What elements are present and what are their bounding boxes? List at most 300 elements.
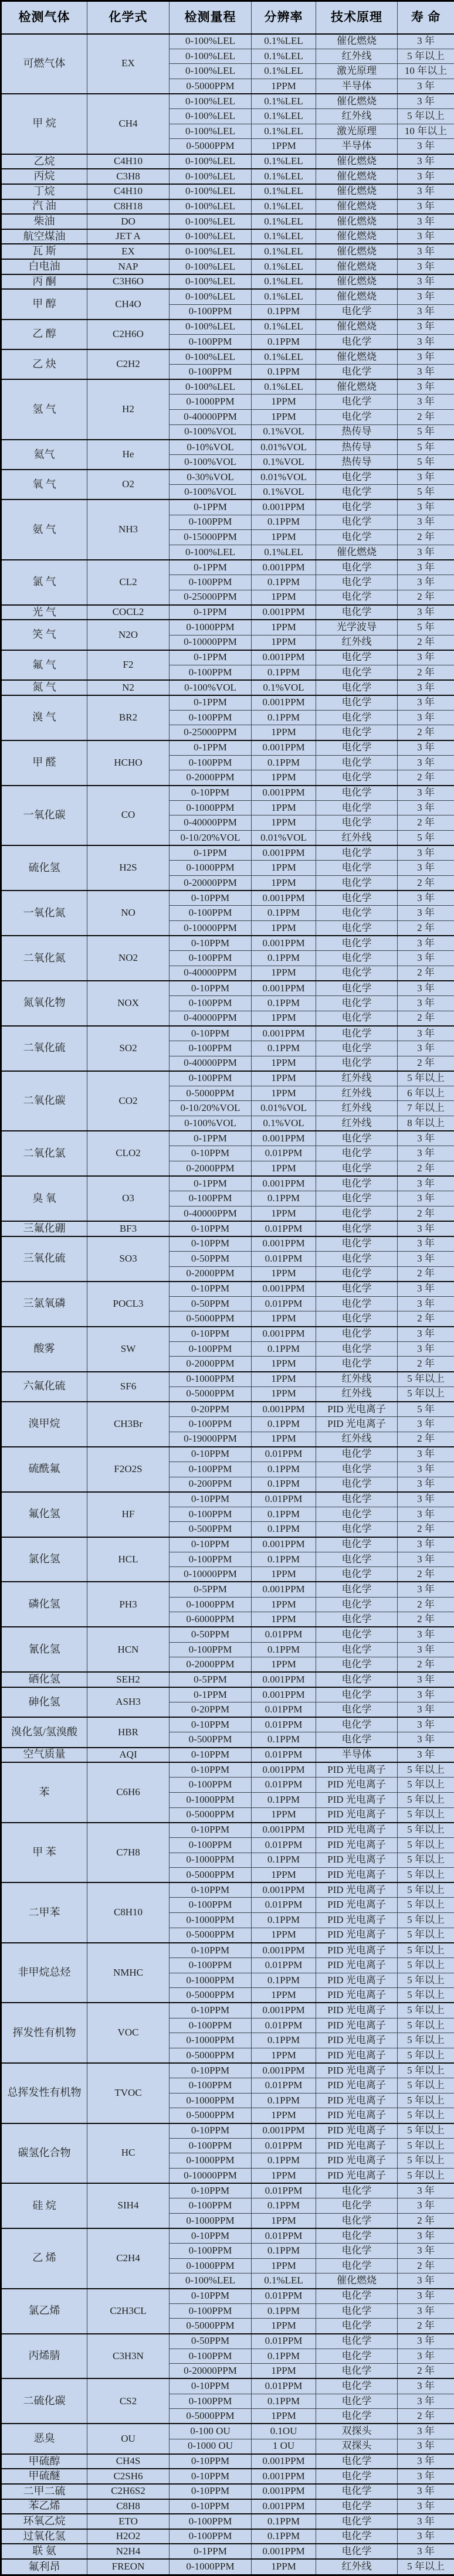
- header-lifespan: 寿 命: [398, 1, 454, 34]
- principle-cell: 红外线: [316, 1101, 398, 1116]
- range-cell: 0-19000PPM: [170, 1432, 252, 1447]
- resolution-cell: 1PPM: [252, 920, 316, 936]
- formula-cell: NAP: [87, 259, 170, 274]
- table-row: [1, 1026, 454, 1041]
- lifespan-cell: 2 年: [398, 2409, 454, 2424]
- lifespan-cell: 3 年: [398, 334, 454, 349]
- principle-cell: 催化燃烧: [316, 94, 398, 109]
- range-cell: 0-10000PPM: [170, 920, 252, 936]
- range-cell: 0-100%LEL: [170, 154, 252, 169]
- principle-cell: 电化学: [316, 1447, 398, 1462]
- table-row: [1, 1492, 454, 1507]
- formula-cell: FREON: [87, 2559, 170, 2575]
- resolution-cell: 0.1%LEL: [252, 320, 316, 335]
- resolution-cell: 0.1%LEL: [252, 229, 316, 244]
- lifespan-cell: 3 年: [398, 2244, 454, 2259]
- lifespan-cell: 5 年以上: [398, 2123, 454, 2139]
- resolution-cell: 0.1%LEL: [252, 349, 316, 365]
- lifespan-cell: 3 年: [398, 139, 454, 154]
- range-cell: 0-100PPM: [170, 304, 252, 320]
- range-cell: 0-100PPM: [170, 1958, 252, 1973]
- formula-cell: CO: [87, 786, 170, 846]
- range-cell: 0-100PPM: [170, 515, 252, 530]
- resolution-cell: 0.1%LEL: [252, 124, 316, 139]
- resolution-cell: 1PPM: [252, 1206, 316, 1221]
- lifespan-cell: 2 年: [398, 2258, 454, 2273]
- formula-cell: C3H3N: [87, 2334, 170, 2379]
- formula-cell: He: [87, 440, 170, 470]
- range-cell: 0-10000PPM: [170, 2168, 252, 2183]
- range-cell: 0-100%LEL: [170, 379, 252, 395]
- resolution-cell: 1PPM: [252, 1161, 316, 1177]
- resolution-cell: 0.001PPM: [252, 1282, 316, 1297]
- resolution-cell: 0.001PPM: [252, 560, 316, 575]
- lifespan-cell: 5 年以上: [398, 2063, 454, 2078]
- principle-cell: PID 光电离子: [316, 1853, 398, 1868]
- lifespan-cell: 3 年: [398, 1146, 454, 1161]
- gas-name-cell: 柴油: [1, 214, 87, 229]
- resolution-cell: 0.001PPM: [252, 695, 316, 711]
- lifespan-cell: 3 年: [398, 740, 454, 756]
- range-cell: 0-100PPM: [170, 665, 252, 680]
- gas-name-cell: 硅 烷: [1, 2183, 87, 2228]
- table-row: [1, 1943, 454, 1958]
- resolution-cell: 1PPM: [252, 2364, 316, 2379]
- formula-cell: C2SH6: [87, 2469, 170, 2484]
- resolution-cell: 0.001PPM: [252, 1131, 316, 1146]
- range-cell: 0-1000PPM: [170, 2559, 252, 2575]
- resolution-cell: 1PPM: [252, 139, 316, 154]
- range-cell: 0-100%VOL: [170, 424, 252, 440]
- range-cell: 0-10%VOL: [170, 440, 252, 455]
- resolution-cell: 1PPM: [252, 1612, 316, 1627]
- resolution-cell: 0.1%LEL: [252, 49, 316, 64]
- principle-cell: 电化学: [316, 1011, 398, 1026]
- principle-cell: 电化学: [316, 1176, 398, 1191]
- resolution-cell: 0.1PPM: [252, 1041, 316, 1056]
- table-row: [1, 786, 454, 801]
- range-cell: 0-100PPM: [170, 951, 252, 966]
- principle-cell: 电化学: [316, 1717, 398, 1732]
- principle-cell: PID 光电离子: [316, 1807, 398, 1823]
- principle-cell: 电化学: [316, 1236, 398, 1252]
- resolution-cell: 0.1%VOL: [252, 424, 316, 440]
- lifespan-cell: 3 年: [398, 199, 454, 215]
- formula-cell: POCL3: [87, 1282, 170, 1327]
- gas-name-cell: 硒化氢: [1, 1672, 87, 1687]
- range-cell: 0-100PPM: [170, 1778, 252, 1793]
- lifespan-cell: 3 年: [398, 2378, 454, 2394]
- range-cell: 0-10PPM: [170, 891, 252, 906]
- range-cell: 0-10PPM: [170, 1943, 252, 1958]
- gas-name-cell: 氯 气: [1, 560, 87, 605]
- range-cell: 0-50PPM: [170, 1296, 252, 1311]
- range-cell: 0-5000PPM: [170, 1928, 252, 1943]
- principle-cell: 电化学: [316, 2258, 398, 2273]
- table-row: [1, 244, 454, 259]
- resolution-cell: 0.1PPM: [252, 2153, 316, 2169]
- range-cell: 0-20PPM: [170, 1702, 252, 1718]
- principle-cell: 半导体: [316, 1748, 398, 1763]
- gas-name-cell: 氮 气: [1, 680, 87, 695]
- table-row: [1, 320, 454, 335]
- resolution-cell: 1PPM: [252, 79, 316, 94]
- principle-cell: 电化学: [316, 1642, 398, 1657]
- range-cell: 0-1000PPM: [170, 1913, 252, 1928]
- principle-cell: 电化学: [316, 786, 398, 801]
- gas-name-cell: 二甲二硫: [1, 2484, 87, 2499]
- lifespan-cell: 3 年: [398, 1236, 454, 1252]
- header-principle: 技术原理: [316, 1, 398, 34]
- principle-cell: 电化学: [316, 2364, 398, 2379]
- principle-cell: 电化学: [316, 2289, 398, 2304]
- principle-cell: 电化学: [316, 906, 398, 921]
- lifespan-cell: 2 年: [398, 966, 454, 981]
- lifespan-cell: 8 年以上: [398, 1116, 454, 1131]
- table-row: [1, 981, 454, 996]
- resolution-cell: 1PPM: [252, 2258, 316, 2273]
- gas-name-cell: 空气质量: [1, 1748, 87, 1763]
- resolution-cell: 0.1%VOL: [252, 485, 316, 500]
- principle-cell: 电化学: [316, 710, 398, 725]
- principle-cell: 电化学: [316, 1251, 398, 1266]
- range-cell: 0-2000PPM: [170, 1161, 252, 1177]
- principle-cell: 电化学: [316, 605, 398, 620]
- lifespan-cell: 5 年以上: [398, 1823, 454, 1838]
- table-row: [1, 2183, 454, 2198]
- principle-cell: 电化学: [316, 1672, 398, 1687]
- principle-cell: 电化学: [316, 2499, 398, 2514]
- table-row: [1, 560, 454, 575]
- range-cell: 0-15000PPM: [170, 530, 252, 545]
- resolution-cell: 1PPM: [252, 1868, 316, 1883]
- formula-cell: BF3: [87, 1221, 170, 1236]
- lifespan-cell: 3 年: [398, 1492, 454, 1507]
- range-cell: 0-10PPM: [170, 2228, 252, 2244]
- range-cell: 0-1PPM: [170, 1176, 252, 1191]
- formula-cell: CH3Br: [87, 1402, 170, 1447]
- gas-name-cell: 三氯氧磷: [1, 1282, 87, 1327]
- principle-cell: PID 光电离子: [316, 1823, 398, 1838]
- lifespan-cell: 2 年: [398, 1266, 454, 1282]
- gas-name-cell: 酸雾: [1, 1327, 87, 1372]
- lifespan-cell: 5 年以上: [398, 1778, 454, 1793]
- principle-cell: PID 光电离子: [316, 1898, 398, 1913]
- principle-cell: PID 光电离子: [316, 2093, 398, 2108]
- lifespan-cell: 2 年: [398, 1311, 454, 1327]
- principle-cell: 双探头: [316, 2424, 398, 2439]
- lifespan-cell: 3 年: [398, 1507, 454, 1522]
- formula-cell: SW: [87, 1327, 170, 1372]
- table-row: [1, 2289, 454, 2304]
- header-resolution: 分辨率: [252, 1, 316, 34]
- principle-cell: 电化学: [316, 1206, 398, 1221]
- gas-name-cell: 甲 醇: [1, 289, 87, 319]
- resolution-cell: 0.01PPM: [252, 1627, 316, 1642]
- resolution-cell: 1PPM: [252, 2048, 316, 2063]
- principle-cell: 电化学: [316, 1702, 398, 1718]
- principle-cell: 电化学: [316, 1056, 398, 1071]
- table-row: [1, 2529, 454, 2544]
- resolution-cell: 1PPM: [252, 1056, 316, 1071]
- gas-name-cell: 挥发性有机物: [1, 2003, 87, 2063]
- principle-cell: 红外线: [316, 1086, 398, 1101]
- resolution-cell: 1PPM: [252, 815, 316, 831]
- resolution-cell: 1PPM: [252, 2559, 316, 2575]
- range-cell: 0-5000PPM: [170, 1807, 252, 1823]
- principle-cell: 电化学: [316, 1552, 398, 1567]
- lifespan-cell: 5 年以上: [398, 1913, 454, 1928]
- principle-cell: 电化学: [316, 725, 398, 740]
- principle-cell: PID 光电离子: [316, 1792, 398, 1807]
- table-row: [1, 1221, 454, 1236]
- resolution-cell: 0.01%VOL: [252, 440, 316, 455]
- lifespan-cell: 3 年: [398, 289, 454, 304]
- lifespan-cell: 2 年: [398, 530, 454, 545]
- formula-cell: OU: [87, 2424, 170, 2453]
- resolution-cell: 0.1%LEL: [252, 34, 316, 49]
- principle-cell: PID 光电离子: [316, 1943, 398, 1958]
- gas-name-cell: 可燃气体: [1, 34, 87, 94]
- table-row: [1, 2454, 454, 2469]
- principle-cell: PID 光电离子: [316, 1778, 398, 1793]
- principle-cell: 电化学: [316, 1582, 398, 1597]
- formula-cell: BR2: [87, 695, 170, 740]
- table-row: [1, 1748, 454, 1763]
- range-cell: 0-10PPM: [170, 1748, 252, 1763]
- resolution-cell: 0.001PPM: [252, 1537, 316, 1552]
- range-cell: 0-100%LEL: [170, 214, 252, 229]
- range-cell: 0-10PPM: [170, 2063, 252, 2078]
- principle-cell: 电化学: [316, 2349, 398, 2364]
- lifespan-cell: 3 年: [398, 34, 454, 49]
- lifespan-cell: 5 年以上: [398, 1868, 454, 1883]
- range-cell: 0-10PPM: [170, 1717, 252, 1732]
- lifespan-cell: 5 年: [398, 1402, 454, 1417]
- principle-cell: 催化燃烧: [316, 229, 398, 244]
- range-cell: 0-10PPM: [170, 1236, 252, 1252]
- gas-name-cell: 二甲苯: [1, 1882, 87, 1943]
- range-cell: 0-100PPM: [170, 2198, 252, 2214]
- resolution-cell: 1PPM: [252, 620, 316, 635]
- range-cell: 0-1PPM: [170, 1131, 252, 1146]
- resolution-cell: 0.1%LEL: [252, 274, 316, 290]
- lifespan-cell: 5 年以上: [398, 1928, 454, 1943]
- lifespan-cell: 7 年以上: [398, 1101, 454, 1116]
- lifespan-cell: 3 年: [398, 1462, 454, 1477]
- formula-cell: CO2: [87, 1071, 170, 1131]
- range-cell: 0-10PPM: [170, 2454, 252, 2469]
- range-cell: 0-100%LEL: [170, 34, 252, 49]
- principle-cell: 电化学: [316, 2394, 398, 2409]
- resolution-cell: 0.001PPM: [252, 981, 316, 996]
- range-cell: 0-10PPM: [170, 2289, 252, 2304]
- resolution-cell: 0.1PPM: [252, 2033, 316, 2048]
- table-row: [1, 1672, 454, 1687]
- lifespan-cell: 5 年以上: [398, 1807, 454, 1823]
- lifespan-cell: 5 年以上: [398, 1762, 454, 1778]
- principle-cell: 电化学: [316, 1627, 398, 1642]
- lifespan-cell: 3 年: [398, 755, 454, 770]
- table-row: [1, 1236, 454, 1252]
- principle-cell: 电化学: [316, 2544, 398, 2559]
- range-cell: 0-20000PPM: [170, 875, 252, 891]
- gas-name-cell: 二硫化碳: [1, 2378, 87, 2424]
- range-cell: 0-1000PPM: [170, 2093, 252, 2108]
- principle-cell: 电化学: [316, 996, 398, 1011]
- gas-name-cell: 氟化氢: [1, 1492, 87, 1537]
- lifespan-cell: 5 年以上: [398, 2108, 454, 2123]
- resolution-cell: 0.1PPM: [252, 951, 316, 966]
- range-cell: 0-5000PPM: [170, 1086, 252, 1101]
- header-detected-gas: 检测气体: [1, 1, 87, 34]
- principle-cell: 电化学: [316, 1327, 398, 1342]
- gas-name-cell: 氢 气: [1, 379, 87, 440]
- lifespan-cell: 2 年: [398, 815, 454, 831]
- principle-cell: 电化学: [316, 515, 398, 530]
- table-row: [1, 1327, 454, 1342]
- table-row: [1, 650, 454, 665]
- resolution-cell: 0.01%VOL: [252, 830, 316, 845]
- range-cell: 0-1000 OU: [170, 2439, 252, 2454]
- resolution-cell: 0.1PPM: [252, 1853, 316, 1868]
- range-cell: 0-10PPM: [170, 981, 252, 996]
- lifespan-cell: 5 年: [398, 620, 454, 635]
- range-cell: 0-500PPM: [170, 1732, 252, 1748]
- principle-cell: 催化燃烧: [316, 214, 398, 229]
- principle-cell: 红外线: [316, 1372, 398, 1387]
- range-cell: 0-20PPM: [170, 1402, 252, 1417]
- principle-cell: 催化燃烧: [316, 154, 398, 169]
- resolution-cell: 0.1PPM: [252, 996, 316, 1011]
- lifespan-cell: 3 年: [398, 560, 454, 575]
- lifespan-cell: 5 年: [398, 485, 454, 500]
- range-cell: 0-100PPM: [170, 1552, 252, 1567]
- gas-name-cell: 白电油: [1, 259, 87, 274]
- range-cell: 0-1000PPM: [170, 395, 252, 410]
- lifespan-cell: 3 年: [398, 1296, 454, 1311]
- gas-name-cell: 臭 氧: [1, 1176, 87, 1221]
- principle-cell: 电化学: [316, 2529, 398, 2544]
- gas-name-cell: 一氧化氮: [1, 891, 87, 936]
- resolution-cell: 0.1%LEL: [252, 109, 316, 124]
- resolution-cell: 0.001PPM: [252, 786, 316, 801]
- lifespan-cell: 3 年: [398, 951, 454, 966]
- gas-name-cell: 氧 气: [1, 470, 87, 499]
- lifespan-cell: 3 年: [398, 259, 454, 274]
- resolution-cell: 0.1PPM: [252, 515, 316, 530]
- gas-name-cell: 硫酰氟: [1, 1447, 87, 1492]
- lifespan-cell: 3 年: [398, 2469, 454, 2484]
- principle-cell: 电化学: [316, 891, 398, 906]
- formula-cell: NOX: [87, 981, 170, 1026]
- principle-cell: 电化学: [316, 590, 398, 605]
- lifespan-cell: 3 年: [398, 936, 454, 951]
- lifespan-cell: 2 年: [398, 1567, 454, 1582]
- resolution-cell: 0.01PPM: [252, 2138, 316, 2153]
- resolution-cell: 0.1PPM: [252, 2529, 316, 2544]
- resolution-cell: 1PPM: [252, 1567, 316, 1582]
- range-cell: 0-10PPM: [170, 2183, 252, 2198]
- lifespan-cell: 5 年: [398, 440, 454, 455]
- gas-name-cell: 丙烯腈: [1, 2334, 87, 2379]
- resolution-cell: 1PPM: [252, 410, 316, 425]
- resolution-cell: 0.1PPM: [252, 2093, 316, 2108]
- range-cell: 0-100PPM: [170, 996, 252, 1011]
- range-cell: 0-10PPM: [170, 2123, 252, 2139]
- range-cell: 0-10PPM: [170, 2499, 252, 2514]
- range-cell: 0-10PPM: [170, 2378, 252, 2394]
- formula-cell: O3: [87, 1176, 170, 1221]
- principle-cell: PID 光电离子: [316, 2108, 398, 2123]
- gas-name-cell: 乙烷: [1, 154, 87, 169]
- lifespan-cell: 3 年: [398, 304, 454, 320]
- gas-name-cell: 甲 苯: [1, 1823, 87, 1883]
- table-row: [1, 1447, 454, 1462]
- range-cell: 0-1000PPM: [170, 1973, 252, 1988]
- resolution-cell: 0.1PPM: [252, 1552, 316, 1567]
- gas-name-cell: 甲硫醇: [1, 2454, 87, 2469]
- range-cell: 0-100PPM: [170, 365, 252, 380]
- range-cell: 0-1000PPM: [170, 620, 252, 635]
- range-cell: 0-100PPM: [170, 755, 252, 770]
- range-cell: 0-100PPM: [170, 1507, 252, 1522]
- lifespan-cell: 3 年: [398, 1447, 454, 1462]
- lifespan-cell: 2 年: [398, 635, 454, 650]
- lifespan-cell: 3 年: [398, 891, 454, 906]
- principle-cell: 电化学: [316, 1041, 398, 1056]
- lifespan-cell: 3 年: [398, 214, 454, 229]
- principle-cell: 催化燃烧: [316, 2273, 398, 2289]
- resolution-cell: 0.1%LEL: [252, 94, 316, 109]
- lifespan-cell: 3 年: [398, 1191, 454, 1207]
- gas-table-body: [1, 34, 454, 2575]
- range-cell: 0-10PPM: [170, 1221, 252, 1236]
- resolution-cell: 0.001PPM: [252, 1762, 316, 1778]
- range-cell: 0-100%LEL: [170, 109, 252, 124]
- table-row: [1, 2378, 454, 2394]
- resolution-cell: 0.001PPM: [252, 936, 316, 951]
- lifespan-cell: 5 年: [398, 454, 454, 470]
- table-row: [1, 1537, 454, 1552]
- resolution-cell: 1PPM: [252, 800, 316, 815]
- range-cell: 0-40000PPM: [170, 1056, 252, 1071]
- lifespan-cell: 3 年: [398, 94, 454, 109]
- lifespan-cell: 3 年: [398, 2183, 454, 2198]
- principle-cell: 双探头: [316, 2439, 398, 2454]
- principle-cell: 电化学: [316, 499, 398, 515]
- resolution-cell: 0.001PPM: [252, 845, 316, 861]
- resolution-cell: 1PPM: [252, 2319, 316, 2334]
- resolution-cell: 1PPM: [252, 770, 316, 786]
- lifespan-cell: 2 年: [398, 725, 454, 740]
- range-cell: 0-1PPM: [170, 605, 252, 620]
- formula-cell: C4H10: [87, 184, 170, 199]
- formula-cell: HF: [87, 1492, 170, 1537]
- formula-cell: NMHC: [87, 1943, 170, 2003]
- resolution-cell: 1PPM: [252, 2168, 316, 2183]
- principle-cell: 电化学: [316, 1462, 398, 1477]
- table-row: [1, 229, 454, 244]
- principle-cell: PID 光电离子: [316, 2153, 398, 2169]
- lifespan-cell: 3 年: [398, 320, 454, 335]
- lifespan-cell: 3 年: [398, 2514, 454, 2529]
- range-cell: 0-10PPM: [170, 1882, 252, 1898]
- table-row: [1, 2484, 454, 2499]
- range-cell: 0-6000PPM: [170, 1612, 252, 1627]
- resolution-cell: 0.01PPM: [252, 2183, 316, 2198]
- range-cell: 0-50PPM: [170, 1627, 252, 1642]
